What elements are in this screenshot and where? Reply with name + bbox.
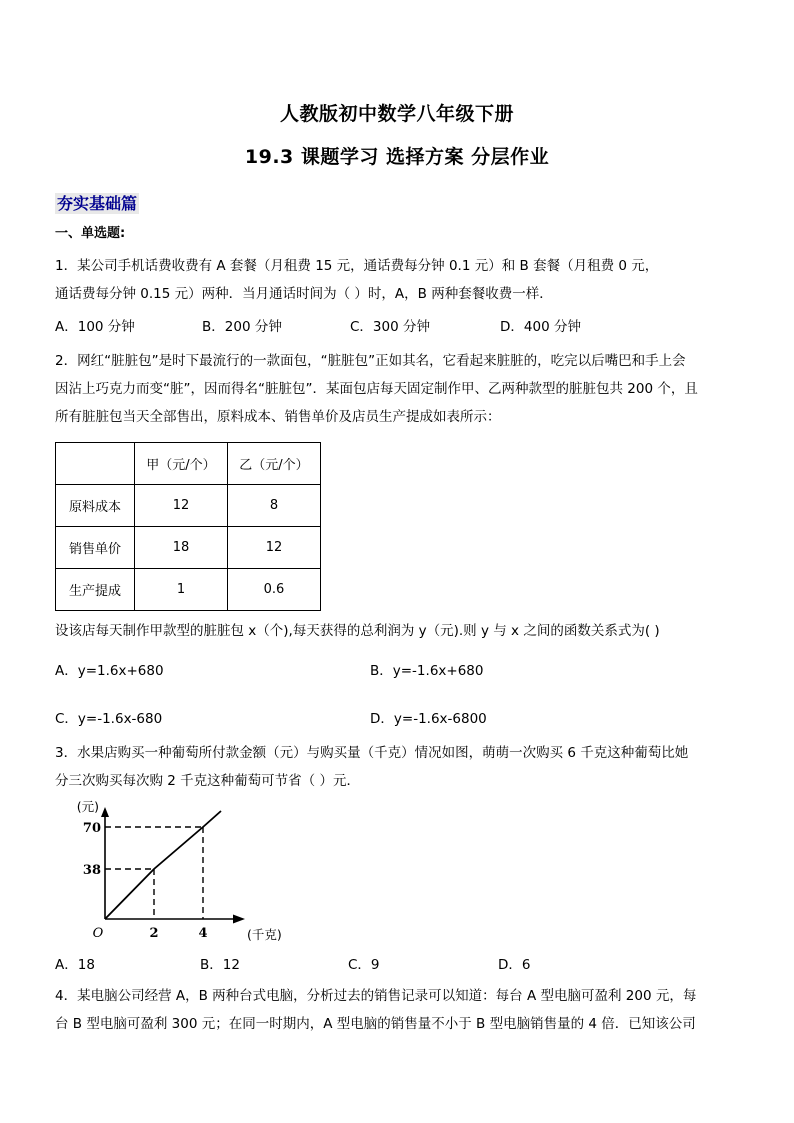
question-3-option-a[interactable]: A．18	[55, 956, 95, 973]
question-3-option-c[interactable]: C．9	[348, 956, 380, 973]
chart-x-axis-label: (千克)	[247, 926, 282, 942]
chart-y-axis-arrow	[101, 807, 109, 817]
question-4-line-2: 台 B 型电脑可盈利 300 元；在同一时期内，A 型电脑的销售量不小于 B 型电脑销售量的 4 倍．已知该公司	[55, 1015, 696, 1032]
section-heading	[55, 169, 739, 213]
question-1-option-c[interactable]: C．300 分钟	[350, 318, 430, 335]
question-3-options	[55, 949, 739, 978]
table-cell-commission-jia: 1	[135, 568, 228, 610]
question-1-options	[55, 308, 739, 340]
question-2-options-row-1	[55, 645, 739, 684]
question-1-line-1: 1．某公司手机话费收费有 A 套餐（月租费 15 元，通话费每分钟 0.1 元）和 B 套餐（月租费 0 元，	[55, 257, 659, 274]
question-type-label: 一、单选题:	[55, 225, 126, 241]
question-2-option-a[interactable]: A．y=1.6x+680	[55, 662, 164, 679]
table-header-row	[56, 442, 321, 484]
question-1-option-b[interactable]: B．200 分钟	[202, 318, 282, 335]
table-cell-material-cost-yi: 8	[228, 484, 321, 526]
price-quantity-line-chart	[57, 797, 317, 945]
chart-xtick-label-4: 4	[198, 925, 208, 941]
question-3-graph-wrapper	[55, 795, 739, 949]
question-2-options-row-2	[55, 684, 739, 732]
question-2-prompt: 设该店每天制作甲款型的脏脏包 x（个),每天获得的总利润为 y（元).则 y 与 x 之间的函数关系式为( )	[55, 622, 660, 639]
document-subtitle: 19.3 课题学习 选择方案 分层作业	[244, 145, 550, 168]
chart-xtick-label-2: 2	[149, 925, 159, 941]
chart-ytick-label-38: 38	[82, 862, 101, 878]
table-cell-commission-yi: 0.6	[228, 568, 321, 610]
table-header-yi: 乙（元/个）	[228, 442, 321, 484]
question-3-line-1: 3．水果店购买一种葡萄所付款金额（元）与购买量（千克）情况如图，萌萌一次购买 6 千克这种葡萄比她	[55, 744, 689, 761]
question-2-option-d[interactable]: D．y=-1.6x-6800	[370, 710, 487, 727]
chart-origin-label: O	[92, 925, 104, 941]
question-2-option-b[interactable]: B．y=-1.6x+680	[370, 662, 484, 679]
question-2-table-wrapper	[55, 431, 739, 611]
table-row	[56, 484, 321, 526]
table-cell-unit-price-yi: 12	[228, 526, 321, 568]
section-heading-text: 夯实基础篇	[57, 193, 138, 213]
question-3-option-d[interactable]: D．6	[498, 956, 531, 973]
table-header-jia: 甲（元/个）	[135, 442, 228, 484]
table-row-label-unit-price: 销售单价	[56, 526, 135, 568]
question-2-line-3: 所有脏脏包当天全部售出，原料成本、销售单价及店员生产提成如表所示：	[55, 408, 501, 425]
table-row-label-material-cost: 原料成本	[56, 484, 135, 526]
question-2-line-2: 因沾上巧克力而变“脏”，因而得名“脏脏包”．某面包店每天固定制作甲、乙两种款型的脏脏包共 200 个，且	[55, 380, 698, 397]
question-3-option-b[interactable]: B．12	[200, 956, 240, 973]
table-row	[56, 568, 321, 610]
chart-ytick-label-70: 70	[82, 820, 101, 836]
question-2-line-1: 2．网红“脏脏包”是时下最流行的一款面包，“脏脏包”正如其名，它看起来脏脏的，吃完以后嘴巴和手上会	[55, 352, 686, 369]
chart-x-axis-arrow	[233, 914, 245, 923]
table-cell-unit-price-jia: 18	[135, 526, 228, 568]
document-title: 人教版初中数学八年级下册	[279, 103, 514, 125]
question-2-option-c[interactable]: C．y=-1.6x-680	[55, 710, 163, 727]
table-row-label-commission: 生产提成	[56, 568, 135, 610]
table-header-corner	[56, 442, 135, 484]
question-1-line-2: 通话费每分钟 0.15 元）两种．当月通话时间为（ ）时，A，B 两种套餐收费一样．	[55, 285, 553, 302]
question-3-line-2: 分三次购买每次购 2 千克这种葡萄可节省（ ）元．	[55, 772, 360, 789]
chart-y-axis-label: (元)	[76, 798, 99, 814]
table-cell-material-cost-jia: 12	[135, 484, 228, 526]
question-1-option-a[interactable]: A．100 分钟	[55, 318, 135, 335]
question-1-option-d[interactable]: D．400 分钟	[500, 318, 581, 335]
table-row	[56, 526, 321, 568]
question-4-line-1: 4．某电脑公司经营 A，B 两种台式电脑，分析过去的销售记录可以知道：每台 A 型电脑可盈利 200 元，每	[55, 987, 697, 1004]
bread-cost-table	[55, 442, 321, 611]
